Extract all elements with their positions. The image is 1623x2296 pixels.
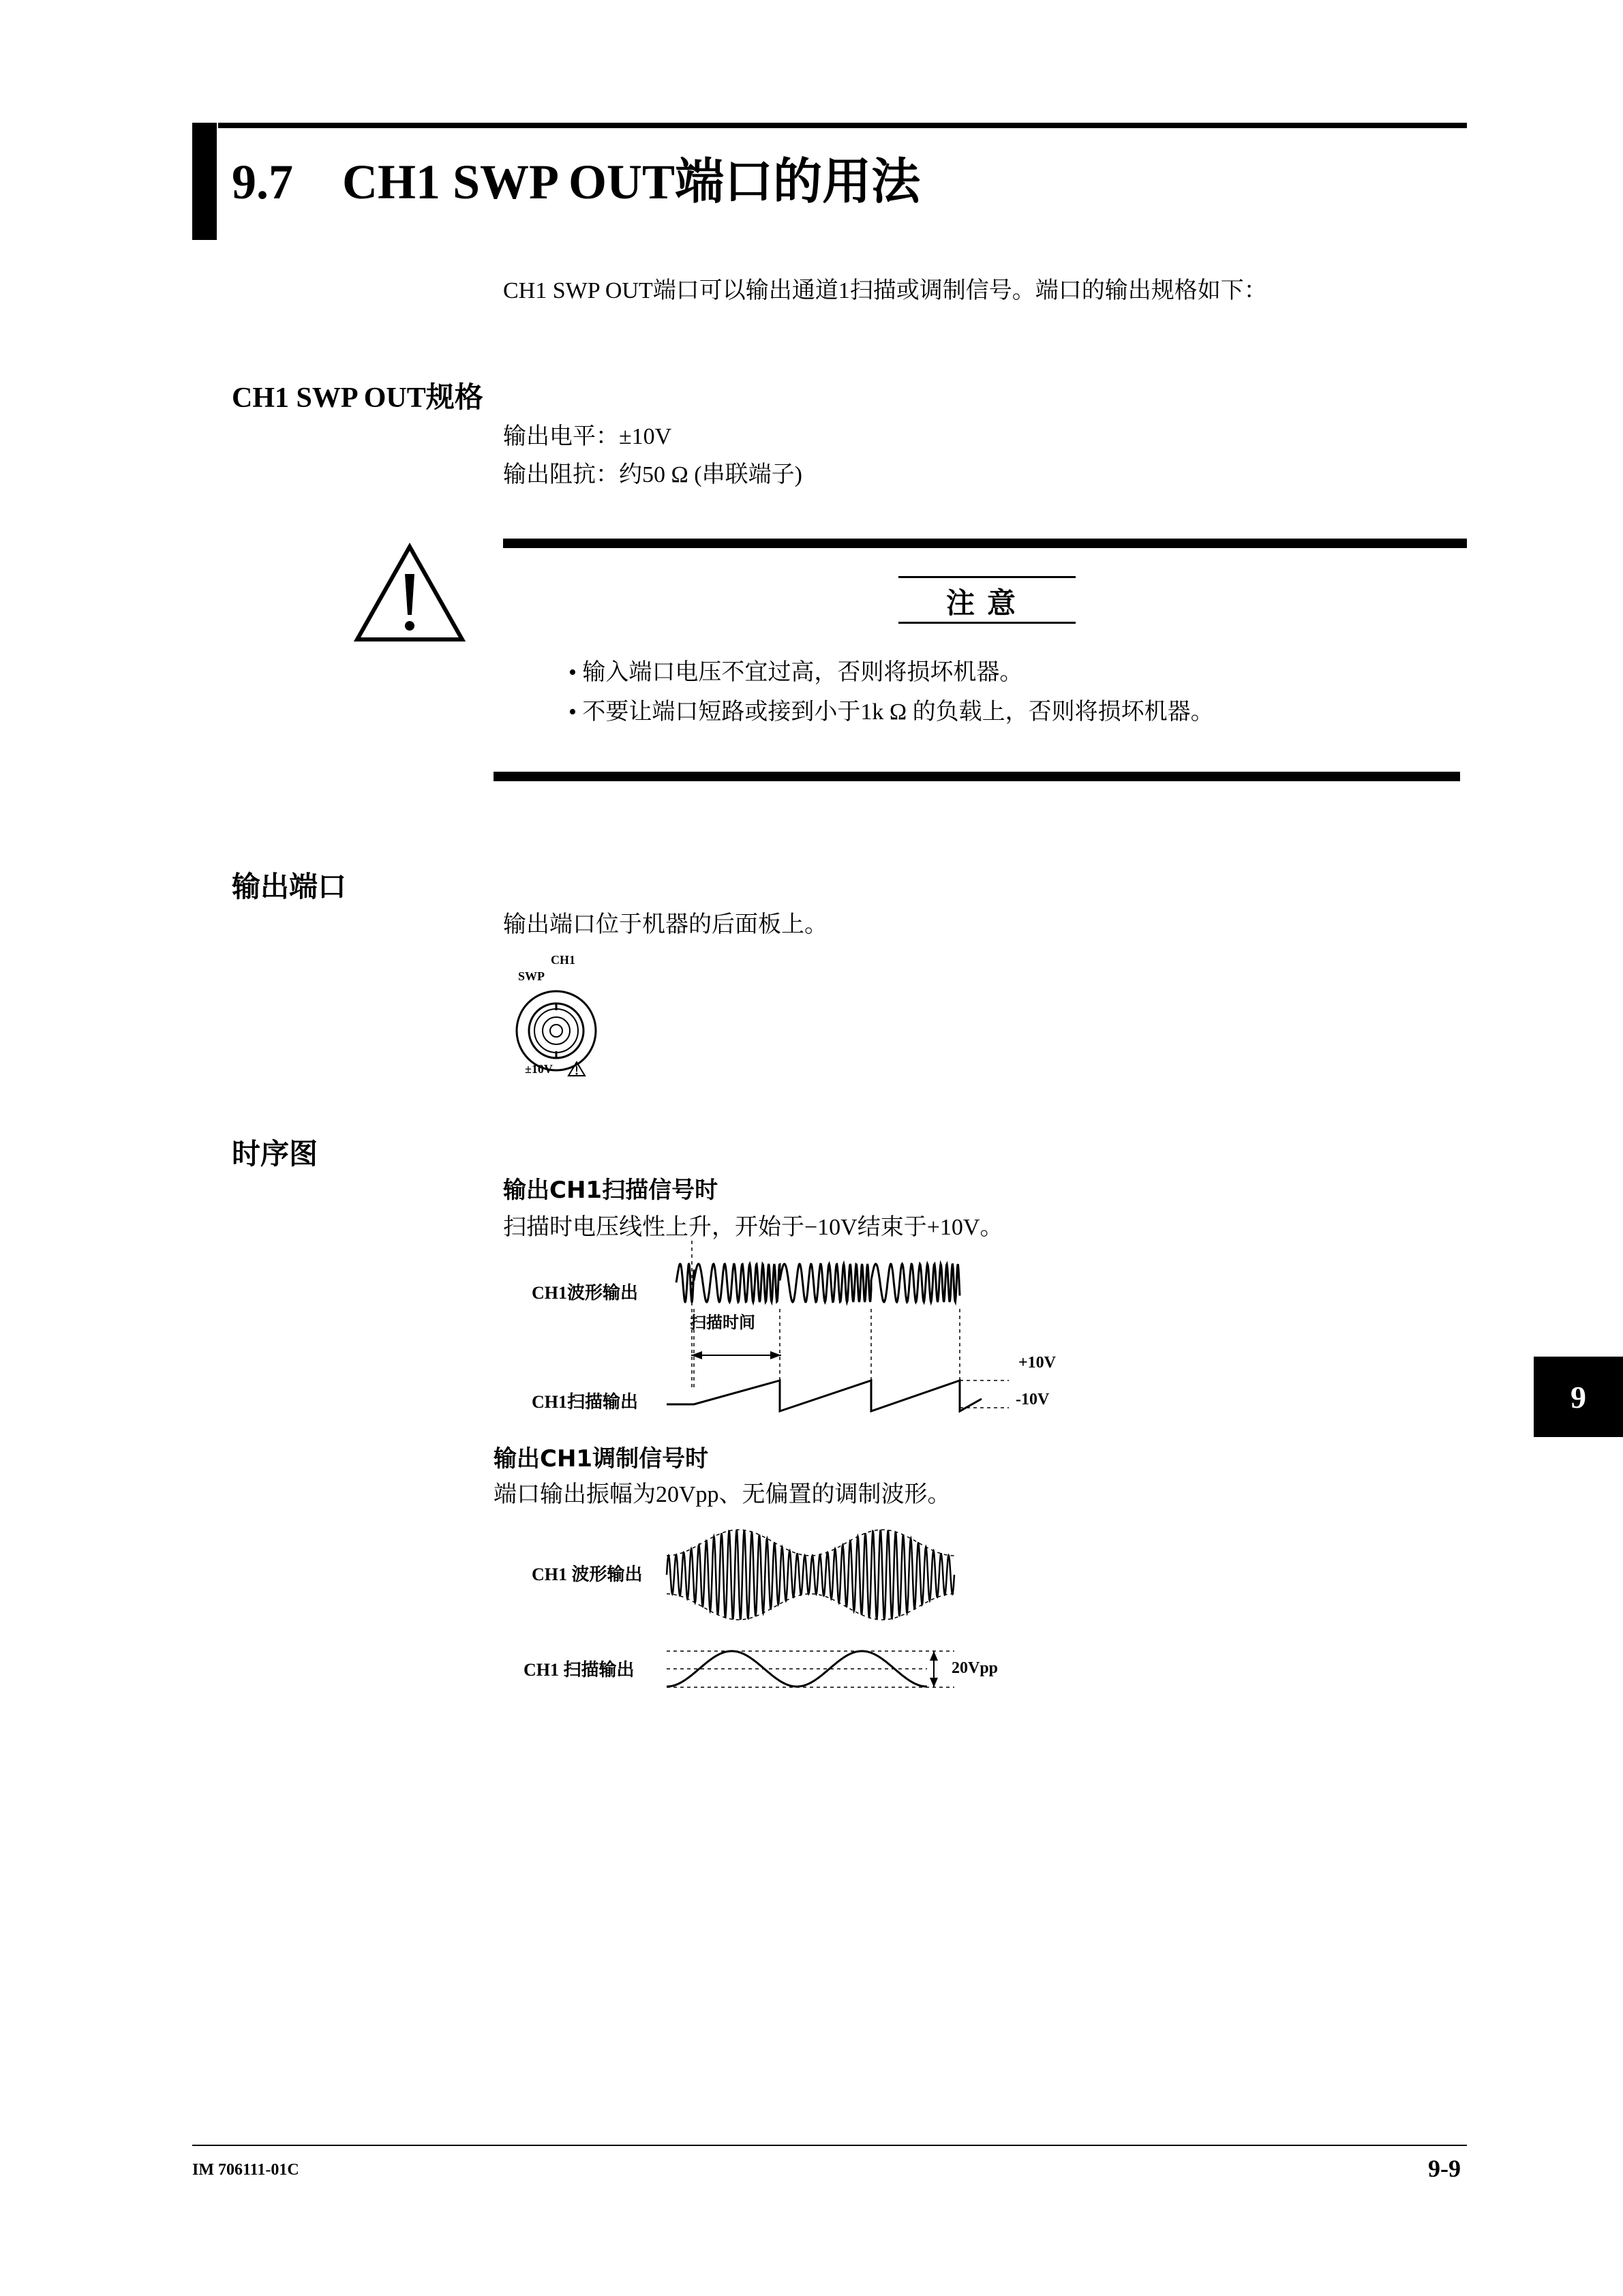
section-tab: 9 [1534, 1357, 1623, 1437]
mod-text: 端口输出振幅为20Vpp、无偏置的调制波形。 [494, 1482, 951, 1507]
header-bar [192, 123, 217, 240]
port-text: 输出端口位于机器的后面板上。 [503, 912, 828, 937]
mod-vpp-arrowhead-top [930, 1651, 938, 1661]
port-heading: 输出端口 [232, 872, 347, 903]
mod-timing-diagram [518, 1507, 1036, 1697]
sweep-timing-diagram [518, 1241, 1077, 1432]
port-label-voltage: ±10V [525, 1062, 553, 1076]
sweep-chirp-waveform [676, 1264, 960, 1302]
caution-item: • 不要让端口短路或接到小于1k Ω 的负载上，否则将损坏机器。 [568, 699, 1214, 725]
port-label-ch1: CH1 [551, 953, 575, 967]
sweep-text: 扫描时电压线性上升，开始于−10V结束于+10V。 [503, 1215, 1003, 1240]
small-warning-icon [567, 1061, 586, 1077]
caution-rule-top [503, 539, 1467, 548]
caution-item: • 输入端口电压不宜过高，否则将损坏机器。 [568, 660, 1023, 685]
timing-heading: 时序图 [232, 1139, 318, 1170]
notice-rule-bottom [898, 622, 1076, 624]
sweep-minus-label: -10V [1016, 1391, 1050, 1408]
port-label-swp: SWP [518, 969, 545, 983]
mod-vpp-label: 20Vpp [952, 1659, 999, 1677]
sweep-time-arrowhead-left [691, 1351, 702, 1359]
mod-heading: 输出CH1调制信号时 [494, 1445, 709, 1472]
sweep-plus-label: +10V [1018, 1354, 1057, 1372]
header-rule [218, 123, 1467, 128]
page-title: 9.7 CH1 SWP OUT端口的用法 [232, 155, 921, 209]
notice-rule-top [898, 576, 1076, 578]
spec-output-level: 输出电平：±10V [503, 424, 672, 449]
sweep-sawtooth-waveform [667, 1380, 982, 1411]
mod-am-waveform [667, 1530, 954, 1620]
sweep-time-label: 扫描时间 [690, 1314, 755, 1332]
mod-wave-label: CH1 波形输出 [532, 1565, 643, 1584]
caution-rule-bottom [494, 772, 1460, 781]
footer-rule [192, 2145, 1467, 2146]
sweep-output-label: CH1扫描输出 [532, 1392, 639, 1412]
warning-triangle-icon [353, 543, 466, 644]
spec-output-impedance: 输出阻抗：约50 Ω (串联端子) [503, 462, 802, 487]
sweep-wave-label: CH1波形输出 [532, 1283, 639, 1303]
intro-paragraph: CH1 SWP OUT端口可以输出通道1扫描或调制信号。端口的输出规格如下： [503, 278, 1267, 303]
page-number: 9-9 [1428, 2155, 1461, 2182]
mod-output-label: CH1 扫描输出 [524, 1660, 635, 1680]
document-number: IM 706111-01C [192, 2161, 299, 2179]
mod-vpp-arrowhead-bottom [930, 1678, 938, 1687]
notice-title: 注意 [945, 586, 1028, 620]
sweep-heading: 输出CH1扫描信号时 [503, 1177, 718, 1204]
spec-heading: CH1 SWP OUT规格 [232, 382, 483, 414]
